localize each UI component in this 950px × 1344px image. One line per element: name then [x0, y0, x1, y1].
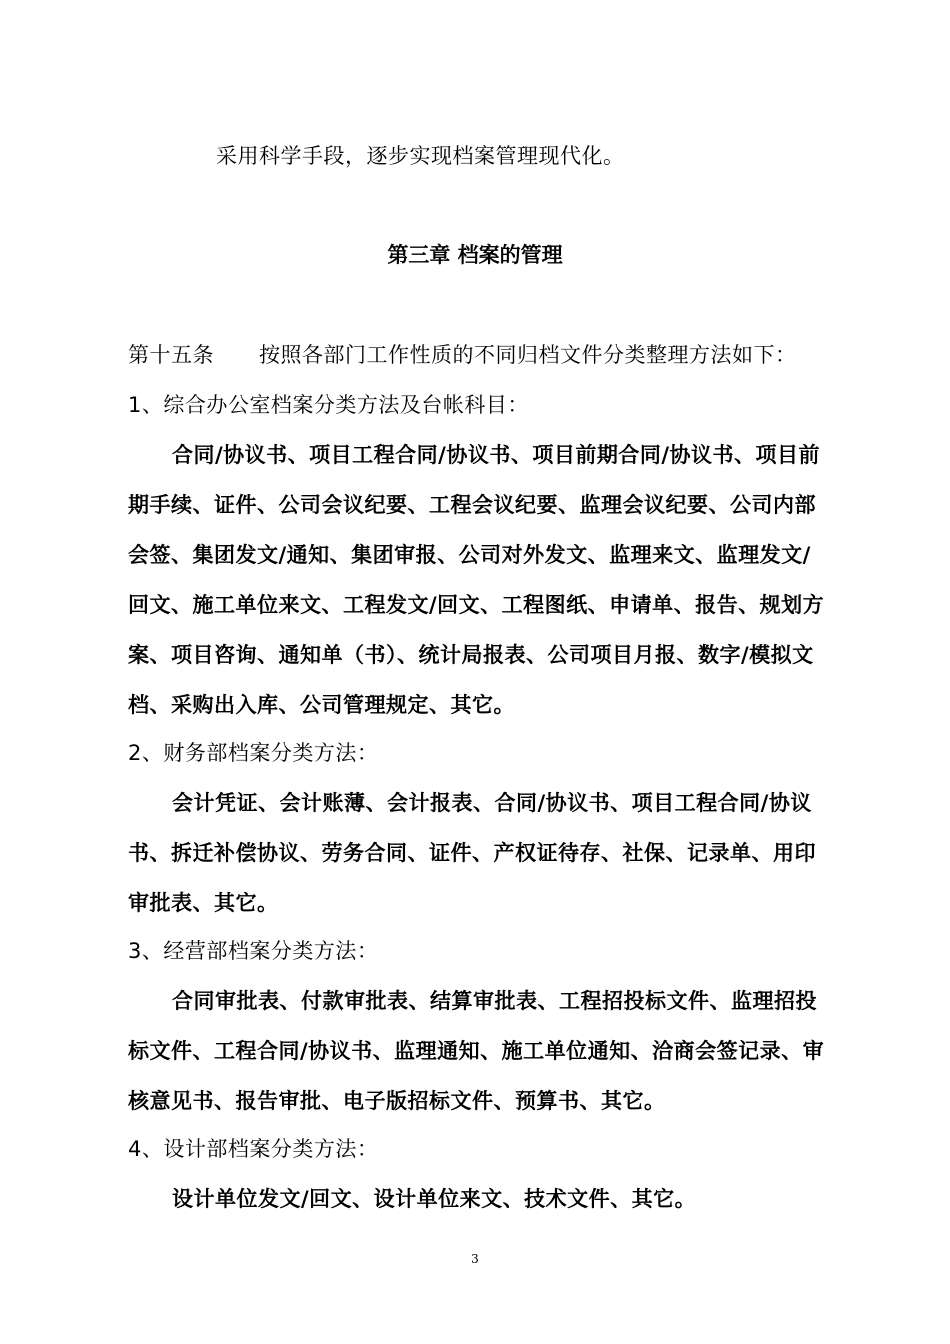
section-body-line: 会计凭证、会计账薄、会计报表、合同/协议书、项目工程合同/协议	[172, 791, 812, 815]
chapter-title: 第三章 档案的管理	[387, 243, 563, 267]
section-body-line: 期手续、证件、公司会议纪要、工程会议纪要、监理会议纪要、公司内部	[128, 493, 816, 517]
intro-line: 采用科学手段，逐步实现档案管理现代化。	[216, 144, 625, 168]
section-body-line: 审批表、其它。	[128, 891, 279, 915]
section-body-line: 案、项目咨询、通知单（书）、统计局报表、公司项目月报、数字/模拟文	[128, 643, 814, 667]
section-heading: 2、财务部档案分类方法：	[128, 741, 379, 765]
section-body-line: 核意见书、报告审批、电子版招标文件、预算书、其它。	[128, 1089, 666, 1113]
section-heading: 1、综合办公室档案分类方法及台帐科目：	[128, 393, 529, 417]
section-body-line: 设计单位发文/回文、设计单位来文、技术文件、其它。	[172, 1187, 697, 1211]
section-body-line: 标文件、工程合同/协议书、监理通知、施工单位通知、洽商会签记录、审	[128, 1039, 825, 1063]
article-number: 第十五条	[128, 343, 214, 367]
section-body-line: 会签、集团发文/通知、集团审报、公司对外发文、监理来文、监理发文/	[128, 543, 811, 567]
section-heading: 4、设计部档案分类方法：	[128, 1137, 379, 1161]
section-body-line: 合同/协议书、项目工程合同/协议书、项目前期合同/协议书、项目前	[172, 443, 821, 467]
section-body-line: 合同审批表、付款审批表、结算审批表、工程招投标文件、监理招投	[172, 989, 817, 1013]
section-heading: 3、经营部档案分类方法：	[128, 939, 379, 963]
article-text: 按照各部门工作性质的不同归档文件分类整理方法如下：	[259, 343, 797, 367]
section-body-line: 档、采购出入库、公司管理规定、其它。	[128, 693, 515, 717]
page-number: 3	[471, 1252, 479, 1266]
section-body-line: 回文、施工单位来文、工程发文/回文、工程图纸、申请单、报告、规划方	[128, 593, 825, 617]
section-body-line: 书、拆迁补偿协议、劳务合同、证件、产权证待存、社保、记录单、用印	[128, 841, 816, 865]
